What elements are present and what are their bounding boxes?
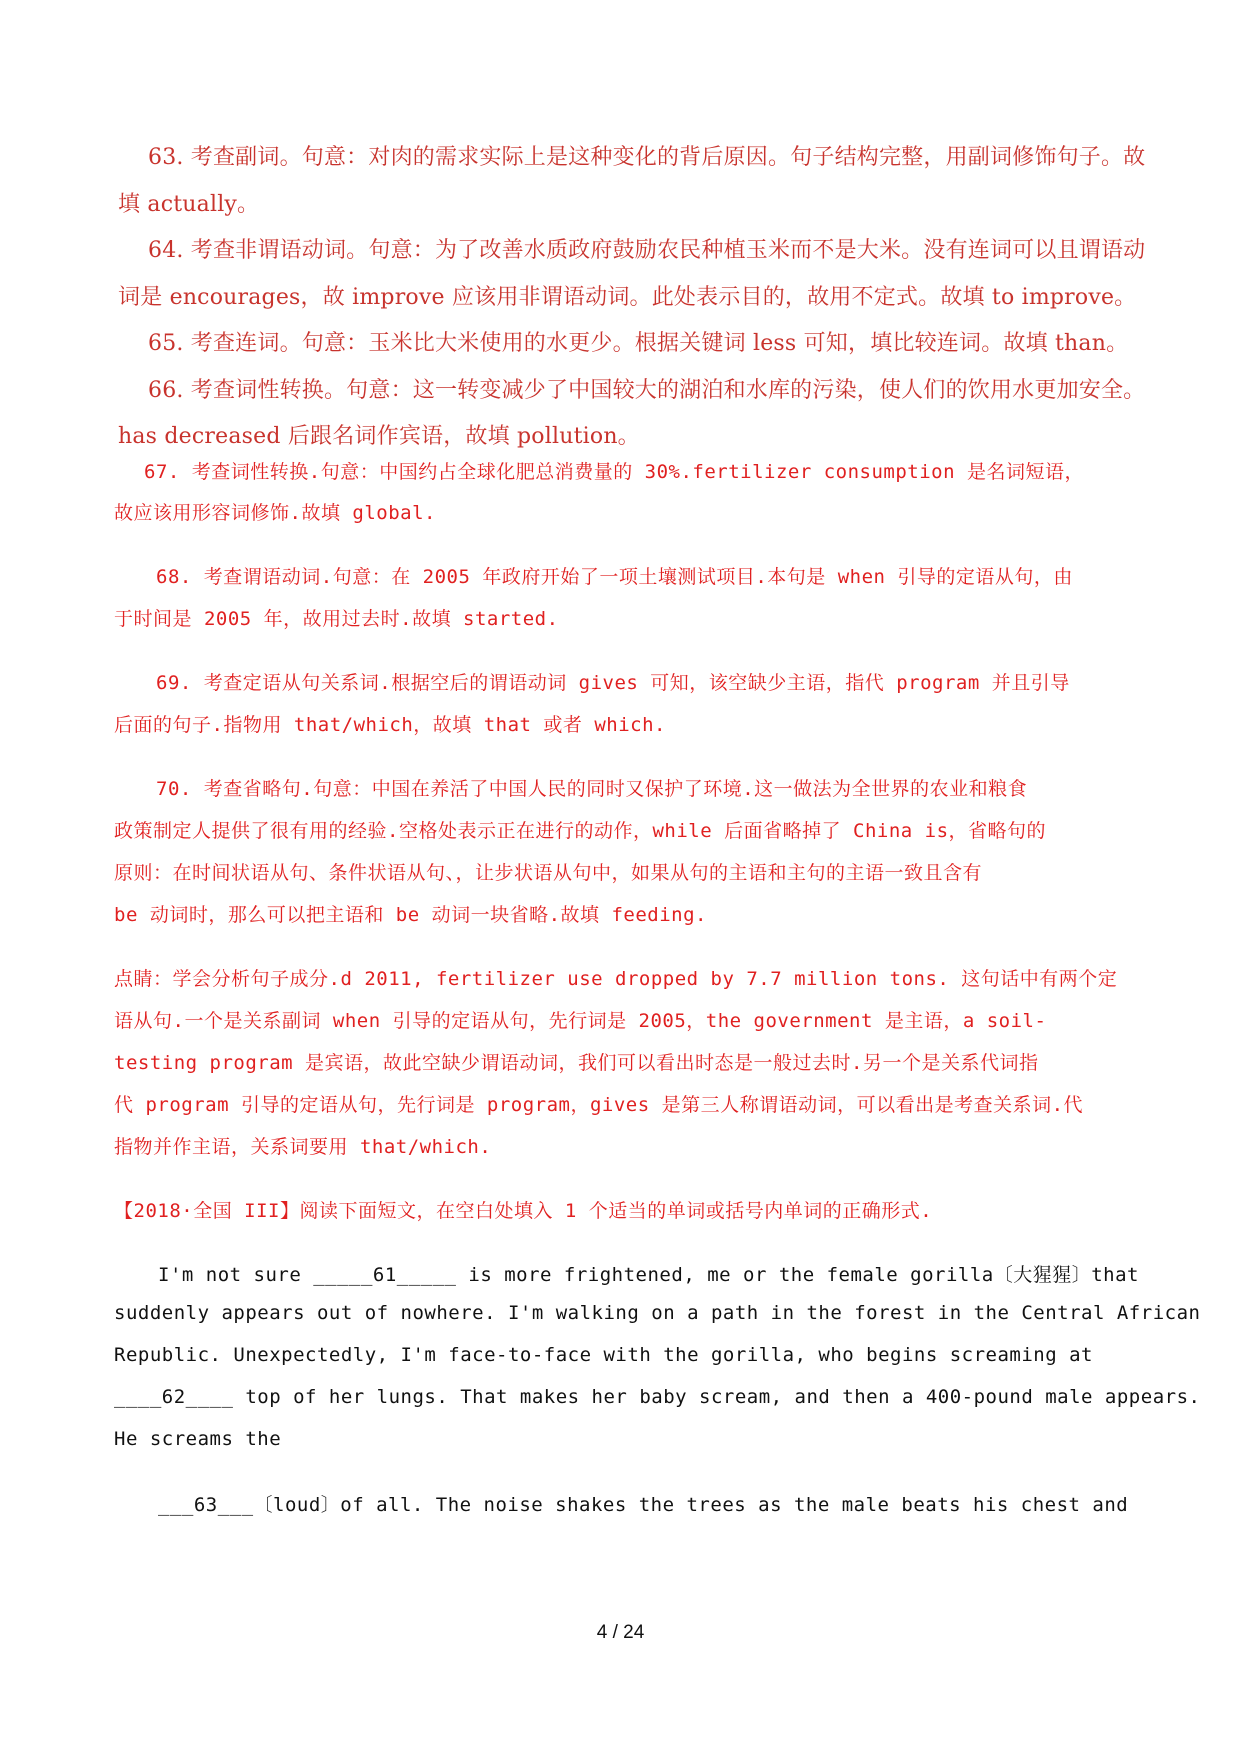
answer-63-line-2: 填 actually。 <box>118 192 260 217</box>
tip-line-2: 语从句.一个是关系副词 when 引导的定语从句，先行词是 2005，the government 是主语，a soil- <box>114 1010 1047 1032</box>
answer-64-line-1: 64. 考查非谓语动词。句意：为了改善水质政府鼓励农民种植玉米而不是大米。没有连词可以且谓语动 <box>148 238 1146 263</box>
answer-69-line-2: 后面的句子.指物用 that/which，故填 that 或者 which. <box>114 714 666 736</box>
answer-70-line-1: 70. 考查省略句.句意：中国在养活了中国人民的同时又保护了环境.这一做法为全世界的农业和粮食 <box>156 778 1028 800</box>
exercise-heading: 【2018·全国 III】阅读下面短文，在空白处填入 1 个适当的单词或括号内单词的正确形式. <box>114 1200 933 1222</box>
answer-70-line-3: 原则：在时间状语从句、条件状语从句、，让步状语从句中，如果从句的主语和主句的主语一致且含有 <box>114 862 983 884</box>
answer-67-line-2: 故应该用形容词修饰.故填 global. <box>114 502 436 524</box>
passage-line-6: ___63___〔loud〕of all. The noise shakes the trees as the male beats his chest and <box>158 1494 1129 1516</box>
answer-69-line-1: 69. 考查定语从句关系词.根据空后的谓语动词 gives 可知，该空缺少主语，指代 program 并且引导 <box>156 672 1070 694</box>
tip-line-1: 点睛：学会分析句子成分.d 2011, fertilizer use dropped by 7.7 million tons. 这句话中有两个定 <box>114 968 1118 990</box>
answer-63-line-1: 63. 考查副词。句意：对肉的需求实际上是这种变化的背后原因。句子结构完整，用副词修饰句子。故 <box>148 145 1146 170</box>
answer-64-line-2: 词是 encourages，故 improve 应该用非谓语动词。此处表示目的，故用不定式。故填 to improve。 <box>118 285 1137 310</box>
answer-68-line-1: 68. 考查谓语动词.句意：在 2005 年政府开始了一项土壤测试项目.本句是 when 引导的定语从句，由 <box>156 566 1073 588</box>
answer-66-line-2: has decreased 后跟名词作宾语，故填 pollution。 <box>118 424 640 449</box>
passage-line-4: ____62____ top of her lungs. That makes her baby scream, and then a 400-pound male appears. <box>114 1386 1201 1408</box>
page-number: 4 / 24 <box>596 1622 645 1643</box>
answer-70-line-4: be 动词时，那么可以把主语和 be 动词一块省略.故填 feeding. <box>114 904 707 926</box>
tip-line-5: 指物并作主语，关系词要用 that/which. <box>114 1136 492 1158</box>
tip-line-4: 代 program 引导的定语从句，先行词是 program，gives 是第三人称谓语动词，可以看出是考查关系词.代 <box>114 1094 1084 1116</box>
answer-65-line-1: 65. 考查连词。句意：玉米比大米使用的水更少。根据关键词 less 可知，填比较连词。故填 than。 <box>148 331 1129 356</box>
answer-70-line-2: 政策制定人提供了很有用的经验.空格处表示正在进行的动作，while 后面省略掉了 China is，省略句的 <box>114 820 1047 842</box>
passage-line-2: suddenly appears out of nowhere. I'm walking on a path in the forest in the Central African <box>114 1302 1201 1324</box>
tip-line-3: testing program 是宾语，故此空缺少谓语动词，我们可以看出时态是一般过去时.另一个是关系代词指 <box>114 1052 1039 1074</box>
passage-line-3: Republic. Unexpectedly, I'm face-to-face with the gorilla, who begins screaming at <box>114 1344 1093 1366</box>
answer-66-line-1: 66. 考查词性转换。句意：这一转变减少了中国较大的湖泊和水库的污染，使人们的饮用水更加安全。 <box>148 378 1146 403</box>
passage-line-5: He screams the <box>114 1428 282 1450</box>
answer-67-line-1: 67. 考查词性转换.句意：中国约占全球化肥总消费量的 30%.fertilizer consumption 是名词短语， <box>144 461 1084 483</box>
passage-line-1: I'm not sure _____61_____ is more frightened, me or the female gorilla〔大猩猩〕that <box>158 1264 1139 1286</box>
answer-68-line-2: 于时间是 2005 年，故用过去时.故填 started. <box>114 608 559 630</box>
